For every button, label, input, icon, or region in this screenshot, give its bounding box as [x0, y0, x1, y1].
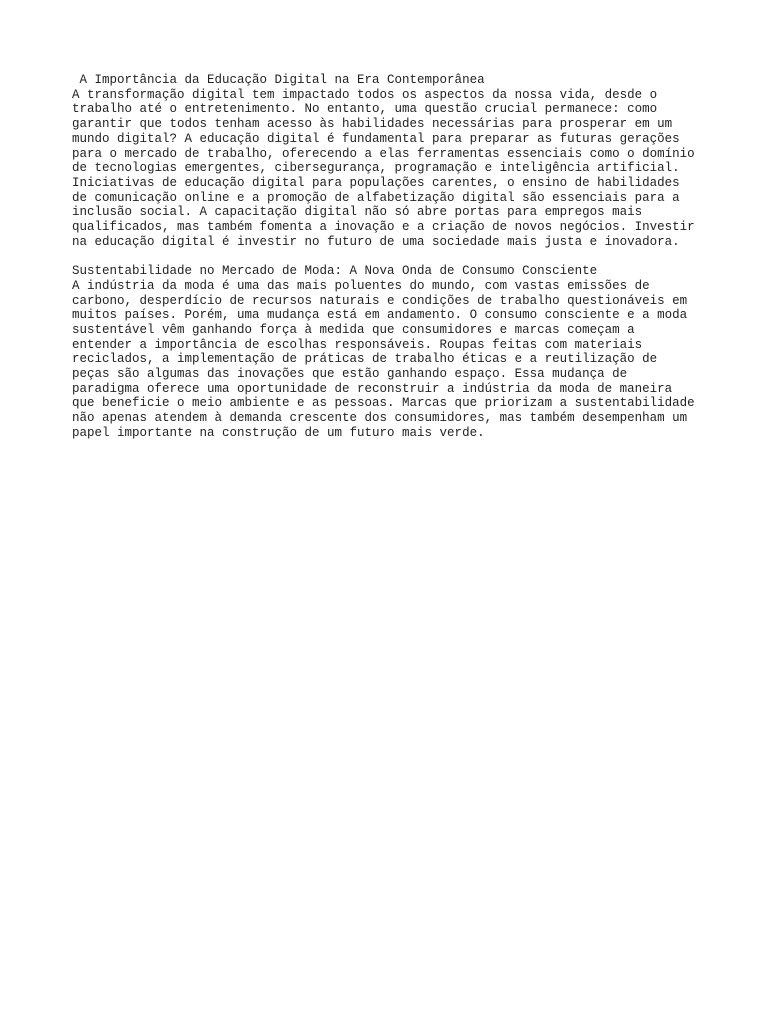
- paragraph-line: inclusão social. A capacitação digital não só abre portas para empregos mais: [72, 205, 643, 220]
- paragraph-line: muitos países. Porém, uma mudança está em andamento. O consumo consciente e a moda: [72, 308, 688, 323]
- paragraph-line: entender a importância de escolhas responsáveis. Roupas feitas com materiais: [72, 337, 643, 352]
- paragraph-line: não apenas atendem à demanda crescente dos consumidores, mas também desempenham um: [72, 411, 688, 426]
- paragraph-line: A transformação digital tem impactado todos os aspectos da nossa vida, desde o: [72, 87, 658, 102]
- paragraph-line: para o mercado de trabalho, oferecendo a elas ferramentas essenciais como o domínio: [72, 146, 695, 161]
- paragraph-line: de comunicação online e a promoção de alfabetização digital são essenciais para a: [72, 190, 680, 205]
- document-body: [72, 73, 712, 441]
- paragraph-gap: [72, 249, 712, 264]
- paragraph-line: trabalho até o entretenimento. No entanto, uma questão crucial permanece: como: [72, 102, 658, 117]
- section-sustainable-fashion: [72, 264, 712, 440]
- paragraph-line: que beneficie o meio ambiente e as pessoas. Marcas que priorizam a sustentabilidade: [72, 396, 695, 411]
- paragraph-line: paradigma oferece uma oportunidade de reconstruir a indústria da moda de maneira: [72, 381, 673, 396]
- paragraph-line: garantir que todos tenham acesso às habilidades necessárias para prosperar em um: [72, 117, 673, 132]
- paragraph-line: peças são algumas das inovações que estão ganhando espaço. Essa mudança de: [72, 367, 628, 382]
- section-title: A Importância da Educação Digital na Era Contemporânea: [72, 73, 485, 87]
- paragraph-line: carbono, desperdício de recursos naturais e condições de trabalho questionáveis em: [72, 293, 688, 308]
- paragraph-line: papel importante na construção de um futuro mais verde.: [72, 425, 485, 440]
- section-digital-education: [72, 73, 712, 249]
- paragraph-line: sustentável vêm ganhando força à medida que consumidores e marcas começam a: [72, 322, 635, 337]
- paragraph-line: Iniciativas de educação digital para populações carentes, o ensino de habilidades: [72, 175, 680, 190]
- paragraph-line: de tecnologias emergentes, cibersegurança, programação e inteligência artificial.: [72, 161, 680, 176]
- paragraph-line: qualificados, mas também fomenta a inovação e a criação de novos negócios. Investir: [72, 220, 695, 235]
- paragraph-line: A indústria da moda é uma das mais poluentes do mundo, com vastas emissões de: [72, 278, 650, 293]
- paragraph-line: reciclados, a implementação de práticas de trabalho éticas e a reutilização de: [72, 352, 658, 367]
- paragraph-line: na educação digital é investir no futuro de uma sociedade mais justa e inovadora.: [72, 234, 680, 249]
- paragraph-line: mundo digital? A educação digital é fundamental para preparar as futuras gerações: [72, 131, 680, 146]
- section-title: Sustentabilidade no Mercado de Moda: A Nova Onda de Consumo Consciente: [72, 264, 598, 279]
